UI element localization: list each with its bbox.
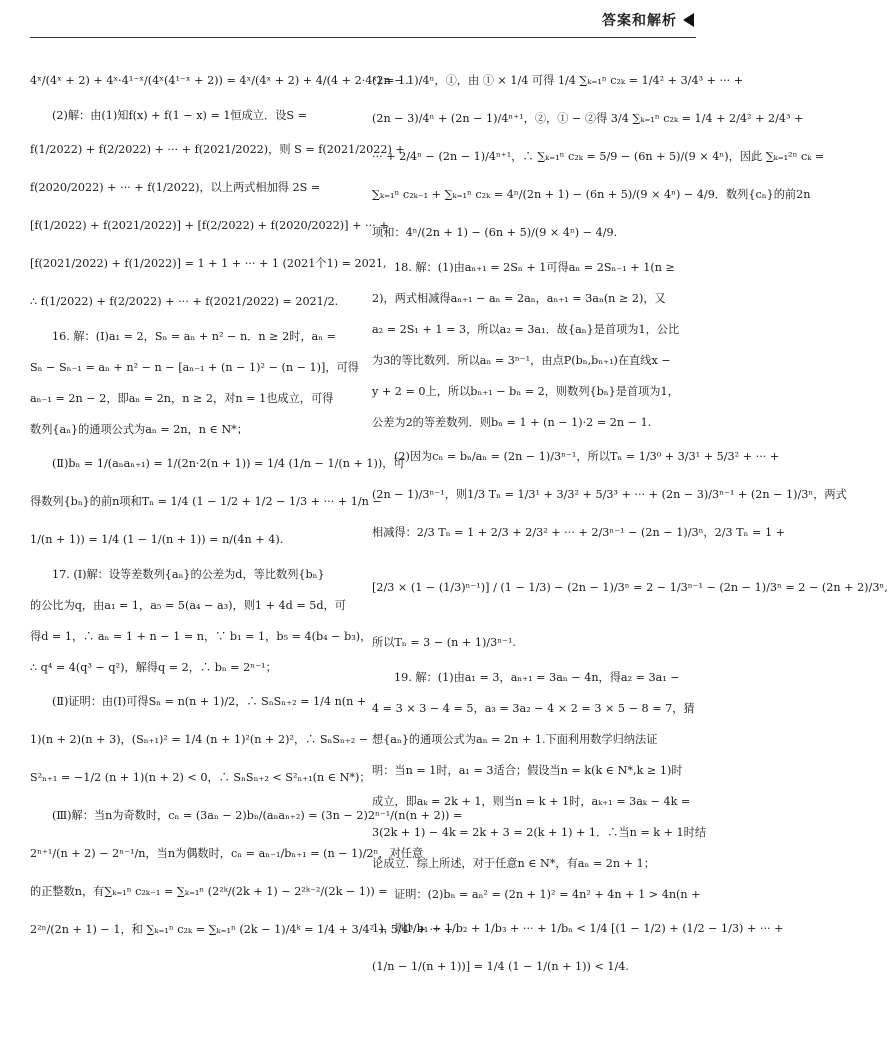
text-line: [f(2021/2022) + f(1/2022)] = 1 + 1 + ··· + 1 (2021个1) = 2021, [30, 257, 387, 270]
text-line: 的正整数n，有∑ₖ₌₁ⁿ c₂ₖ₋₁ = ∑ₖ₌₁ⁿ (2²ᵏ/(2k + 1) − 2²ᵏ⁻²/(2k − 1)) = [30, 885, 388, 898]
text-line: (Ⅱ)bₙ = 1/(aₙaₙ₊₁) = 1/(2n·2(n + 1)) = 1/4 (1/n − 1/(n + 1))，可 [52, 457, 405, 470]
page-header [602, 10, 694, 30]
text-line: 16. 解：(Ⅰ)a₁ = 2，Sₙ = aₙ + n² − n．n ≥ 2时，aₙ = [52, 330, 336, 343]
text-line: 2²ⁿ/(2n + 1) − 1，和 ∑ₖ₌₁ⁿ c₂ₖ = ∑ₖ₌₁ⁿ (2k − 1)/4ᵏ = 1/4 + 3/4² + 5/4³ + ··· + [30, 923, 454, 936]
text-line: [2/3 × (1 − (1/3)ⁿ⁻¹)] / (1 − 1/3) − (2n − 1)/3ⁿ = 2 − 1/3ⁿ⁻¹ − (2n − 1)/3ⁿ = 2 − (2n + 2)/3ⁿ, [372, 581, 888, 594]
text-line: 成立，即aₖ = 2k + 1，则当n = k + 1时，aₖ₊₁ = 3aₖ − 4k = [372, 795, 691, 808]
text-line: 17. (Ⅰ)解：设等差数列{aₙ}的公差为d，等比数列{bₙ} [52, 568, 325, 581]
text-line: 19. 解：(1)由a₁ = 3，aₙ₊₁ = 3aₙ − 4n，得a₂ = 3a₁ − [394, 671, 680, 684]
text-line: y + 2 = 0上，所以bₙ₊₁ − bₙ = 2，则数列{bₙ}是首项为1， [372, 385, 679, 398]
text-line: 2ⁿ⁺¹/(n + 2) − 2ⁿ⁻¹/n，当n为偶数时，cₙ = aₙ₋₁/bₙ₊₁ = (n − 1)/2ⁿ，对任意 [30, 847, 424, 860]
text-line: (2)解：由(1)知f(x) + f(1 − x) = 1恒成立．设S = [52, 109, 308, 122]
text-line: 所以Tₙ = 3 − (n + 1)/3ⁿ⁻¹. [372, 636, 516, 649]
text-line: 相减得：2/3 Tₙ = 1 + 2/3 + 2/3² + ··· + 2/3ⁿ⁻¹ − (2n − 1)/3ⁿ，2/3 Tₙ = 1 + [372, 526, 786, 539]
text-line: ··· + 2/4ⁿ − (2n − 1)/4ⁿ⁺¹，∴ ∑ₖ₌₁ⁿ c₂ₖ = 5/9 − (6n + 5)/(9 × 4ⁿ)，因此 ∑ₖ₌₁²ⁿ cₖ = [372, 150, 825, 163]
text-line: 得数列{bₙ}的前n项和Tₙ = 1/4 (1 − 1/2 + 1/2 − 1/3 + ··· + 1/n − [30, 495, 382, 508]
text-line: f(1/2022) + f(2/2022) + ··· + f(2021/2022)，则 S = f(2021/2022) + [30, 143, 405, 156]
text-line: 4ˣ/(4ˣ + 2) + 4ˣ·4¹⁻ˣ/(4ˣ(4¹⁻ˣ + 2)) = 4ˣ/(4ˣ + 2) + 4/(4 + 2·4ˣ) = 1. [30, 74, 409, 87]
text-line: 得d = 1，∴ aₙ = 1 + n − 1 = n，∵ b₁ = 1，b₅ = 4(b₄ − b₃)， [30, 630, 372, 643]
text-line: 1)(n + 2)(n + 3)，(Sₙ₊₁)² = 1/4 (n + 1)²(n + 2)²，∴ SₙSₙ₊₂ − [30, 733, 369, 746]
header-rule [30, 37, 696, 38]
text-line: 项和：4ⁿ/(2n + 1) − (6n + 5)/(9 × 4ⁿ) − 4/9. [372, 226, 618, 239]
text-line: (Ⅱ)证明：由(Ⅰ)可得Sₙ = n(n + 1)/2，∴ SₙSₙ₊₂ = 1/4 n(n + [52, 695, 367, 708]
text-line: 的公比为q，由a₁ = 1，a₅ = 5(a₄ − a₃)，则1 + 4d = 5d，可 [30, 599, 346, 612]
text-line: (2n − 1)/4ⁿ，①，由 ① × 1/4 可得 1/4 ∑ₖ₌₁ⁿ c₂ₖ = 1/4² + 3/4³ + ··· + [372, 74, 744, 87]
text-line: S²ₙ₊₁ = −1/2 (n + 1)(n + 2) < 0，∴ SₙSₙ₊₂ < S²ₙ₊₁(n ∈ N*)； [30, 771, 371, 784]
text-line: 4 = 3 × 3 − 4 = 5，a₃ = 3a₂ − 4 × 2 = 3 × 5 − 8 = 7，猜 [372, 702, 695, 715]
text-line: 2)，两式相减得aₙ₊₁ − aₙ = 2aₙ，aₙ₊₁ = 3aₙ(n ≥ 2)，又 [372, 292, 666, 305]
text-line: ∑ₖ₌₁ⁿ c₂ₖ₋₁ + ∑ₖ₌₁ⁿ c₂ₖ = 4ⁿ/(2n + 1) − (6n + 5)/(9 × 4ⁿ) − 4/9．数列{cₙ}的前2n [372, 188, 811, 201]
text-line: a₂ = 2S₁ + 1 = 3，所以a₂ = 3a₁．故{aₙ}是首项为1，公比 [372, 323, 680, 336]
text-line: 18. 解：(1)由aₙ₊₁ = 2Sₙ + 1可得aₙ = 2Sₙ₋₁ + 1(n ≥ [394, 261, 675, 274]
right-column [372, 62, 888, 986]
header-title: 答案和解析 [602, 13, 677, 29]
text-line: (1/n − 1/(n + 1))] = 1/4 (1 − 1/(n + 1)) < 1/4. [372, 960, 629, 973]
text-line: 证明：(2)bₙ = aₙ² = (2n + 1)² = 4n² + 4n + 1 > 4n(n + [394, 888, 701, 901]
text-line: 想{aₙ}的通项公式为aₙ = 2n + 1.下面利用数学归纳法证 [372, 733, 658, 746]
text-line: aₙ₋₁ = 2n − 2，即aₙ = 2n，n ≥ 2，对n = 1也成立，可得 [30, 392, 334, 405]
text-line: (Ⅲ)解：当n为奇数时，cₙ = (3aₙ − 2)bₙ/(aₙaₙ₊₂) = (3n − 2)2ⁿ⁻¹/(n(n + 2)) = [52, 809, 463, 822]
text-line: Sₙ − Sₙ₋₁ = aₙ + n² − n − [aₙ₋₁ + (n − 1)² − (n − 1)]，可得 [30, 361, 359, 374]
text-line: f(2020/2022) + ··· + f(1/2022)，以上两式相加得 2S = [30, 181, 321, 194]
text-line: 1/(n + 1)) = 1/4 (1 − 1/(n + 1)) = n/(4n + 4). [30, 533, 284, 546]
arrow-left-icon [683, 13, 694, 27]
text-line: ∴ f(1/2022) + f(2/2022) + ··· + f(2021/2022) = 2021/2. [30, 295, 339, 308]
text-line: [f(1/2022) + f(2021/2022)] + [f(2/2022) + f(2020/2022)] + ··· + [30, 219, 389, 232]
text-line: ∴ q⁴ = 4(q³ − q²)，解得q = 2，∴ bₙ = 2ⁿ⁻¹； [30, 661, 277, 674]
text-line: 为3的等比数列．所以aₙ = 3ⁿ⁻¹，由点P(bₙ,bₙ₊₁)在直线x − [372, 354, 671, 367]
text-line: 公差为2的等差数列．则bₙ = 1 + (n − 1)·2 = 2n − 1. [372, 416, 652, 429]
text-line: 明：当n = 1时，a₁ = 3适合；假设当n = k(k ∈ N*,k ≥ 1)时 [372, 764, 683, 777]
text-line: 1)，则1/b₁ + 1/b₂ + 1/b₃ + ··· + 1/bₙ < 1/4 [(1 − 1/2) + (1/2 − 1/3) + ··· + [372, 922, 784, 935]
text-line: 3(2k + 1) − 4k = 2k + 3 = 2(k + 1) + 1．∴当n = k + 1时结 [372, 826, 707, 839]
text-line: 论成立．综上所述，对于任意n ∈ N*，有aₙ = 2n + 1； [372, 857, 655, 870]
text-line: (2n − 1)/3ⁿ⁻¹，则1/3 Tₙ = 1/3¹ + 3/3² + 5/3³ + ··· + (2n − 3)/3ⁿ⁻¹ + (2n − 1)/3ⁿ，两式 [372, 488, 847, 501]
text-line: 数列{aₙ}的通项公式为aₙ = 2n，n ∈ N*； [30, 423, 248, 436]
text-line: (2n − 3)/4ⁿ + (2n − 1)/4ⁿ⁺¹，②，① − ②得 3/4 ∑ₖ₌₁ⁿ c₂ₖ = 1/4 + 2/4² + 2/4³ + [372, 112, 804, 125]
text-line: (2)因为cₙ = bₙ/aₙ = (2n − 1)/3ⁿ⁻¹，所以Tₙ = 1/3⁰ + 3/3¹ + 5/3² + ··· + [394, 450, 780, 463]
